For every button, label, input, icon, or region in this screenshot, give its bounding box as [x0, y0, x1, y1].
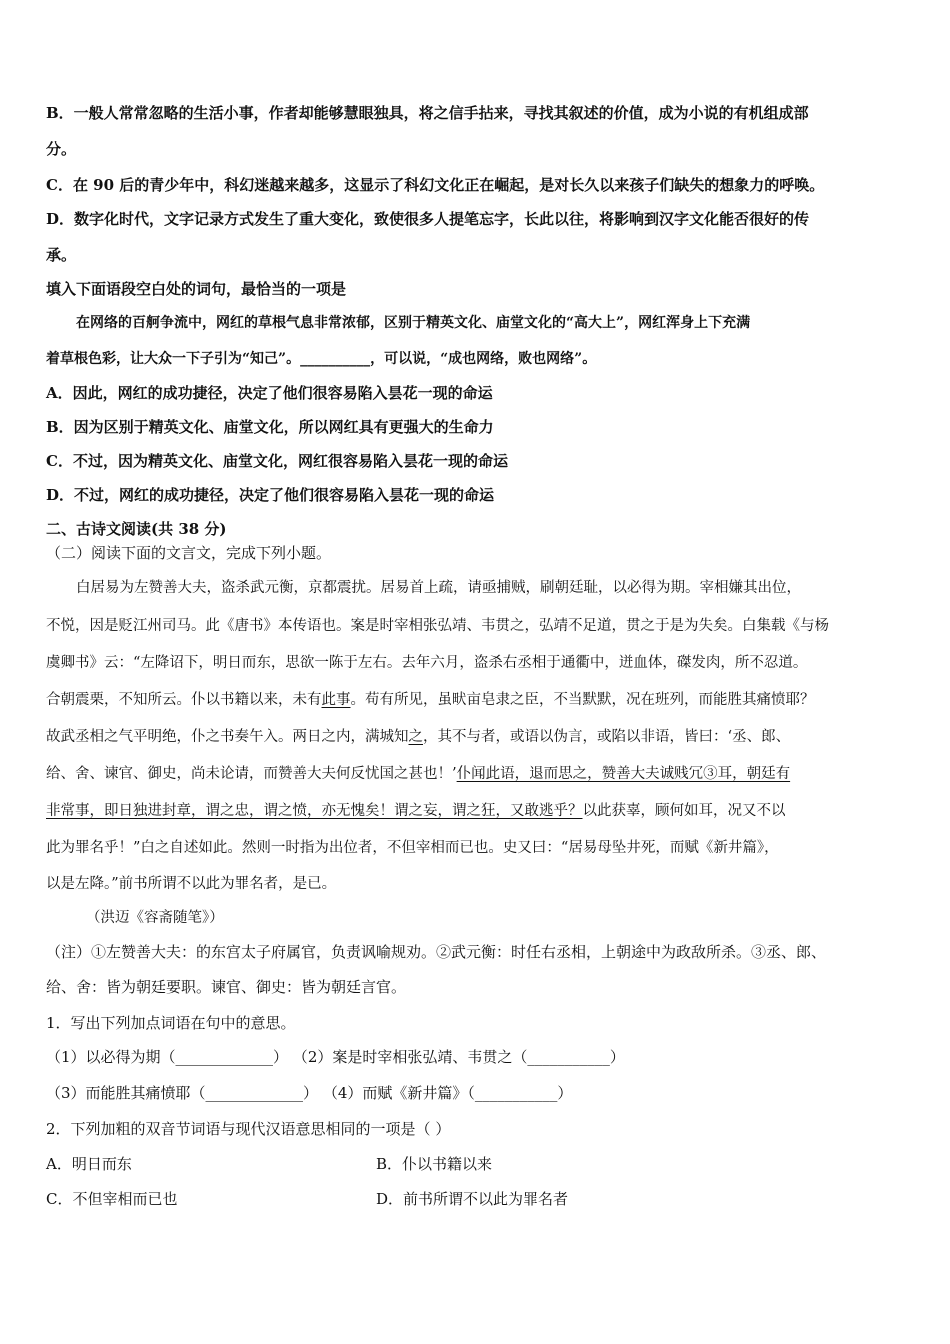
passage-line-4: [46, 688, 815, 709]
option-d-line1: D．数字化时代，文字记录方式发生了重大变化，致使很多人提笔忘字，长此以往，将影响到汉字文化能否很好的传: [46, 210, 810, 228]
fill-option-c: C．不过，因为精英文化、庙堂文化，网红很容易陷入昙花一现的命运: [46, 452, 508, 470]
underlined-phrase: 此事: [321, 692, 351, 708]
question-2-option-a: A．明日而东: [46, 1155, 132, 1173]
fill-passage-line1: 在网络的百舸争流中，网红的草根气息非常浓郁，区别于精英文化、庙堂文化的“高大上”，网红浑身上下充满: [76, 315, 751, 331]
section-subheading: （二）阅读下面的文言文，完成下列小题。: [46, 544, 332, 562]
underlined-phrase: 之: [408, 729, 423, 745]
underlined-sentence: 仆闻此语，退而思之，赞善大夫诚贱冗③耳，朝廷有: [456, 766, 791, 782]
passage-line-8: 此为罪名乎！”白之自述如此。然则一时指为出位者，不但宰相而已也。史又曰：“居易母坠井死，而赋《新井篇》，: [46, 840, 779, 856]
option-b-line2: 分。: [46, 140, 77, 158]
fill-question-prompt: 填入下面语段空白处的词句，最恰当的一项是: [46, 280, 347, 298]
question-1-title: 1．写出下列加点词语在句中的意思。: [46, 1014, 296, 1032]
passage-line-7: [46, 799, 786, 820]
note-line-1: （注）①左赞善大夫：的东宫太子府属官，负责讽喻规劝。②武元衡：时任右丞相，上朝途中为政敌所杀。③丞、郎、: [46, 943, 827, 961]
note-line-2: 给、舍：皆为朝廷要职。谏官、御史：皆为朝廷言官。: [46, 978, 407, 996]
question-2-option-b: B．仆以书籍以来: [376, 1155, 493, 1173]
passage-line-9: 以是左降。”前书所谓不以此为罪名者，是已。: [46, 876, 337, 892]
section-heading: 二、古诗文阅读(共 38 分): [46, 520, 227, 538]
fill-passage-line2: 着草根色彩，让大众一下子引为“知己”。__________，可以说，“成也网络，败也网络”。: [46, 351, 597, 367]
option-c: C．在 90 后的青少年中，科幻迷越来越多，这显示了科幻文化正在崛起，是对长久以来孩子们缺失的想象力的呼唤。: [46, 176, 825, 194]
question-2-title: 2．下列加粗的双音节词语与现代汉语意思相同的一项是（ ）: [46, 1120, 451, 1138]
passage-text: 。苟有所见，虽畎亩皂隶之臣，不当默默，况在班列，而能胜其痛愤耶？: [350, 692, 815, 708]
passage-source: （洪迈《容斋随笔》）: [86, 910, 224, 926]
question-1-row-1: （1）以必得为期（_____________） （2）案是时宰相张弘靖、韦贯之（___________）: [46, 1048, 625, 1066]
passage-text: ，其不与者，或语以伪言，或陷以非语，皆曰：‘丞、郎、: [423, 729, 791, 745]
passage-line-3: 虞卿书》云：“左降诏下，明日而东，思欲一陈于左右。去年六月，盗杀右丞相于通衢中，迸血体，磔发肉，所不忍道。: [46, 655, 808, 671]
option-b-line1: B．一般人常常忽略的生活小事，作者却能够慧眼独具，将之信手拈来，寻找其叙述的价值，成为小说的有机组成部: [46, 104, 809, 122]
fill-option-b: B．因为区别于精英文化、庙堂文化，所以网红具有更强大的生命力: [46, 418, 494, 436]
question-2-option-c: C．不但宰相而已也: [46, 1190, 178, 1208]
passage-line-6: [46, 762, 790, 783]
passage-line-5: [46, 725, 790, 746]
underlined-sentence: 非常事，即日独进封章，谓之忠，谓之愤，亦无愧矣！谓之妄，谓之狂，又敢逃乎？: [46, 803, 583, 819]
fill-option-a: A．因此，网红的成功捷径，决定了他们很容易陷入昙花一现的命运: [46, 384, 493, 402]
fill-option-d: D．不过，网红的成功捷径，决定了他们很容易陷入昙花一现的命运: [46, 486, 495, 504]
question-2-option-d: D．前书所谓不以此为罪名者: [376, 1190, 569, 1208]
passage-text: 以此获辜，顾何如耳，况又不以: [582, 803, 786, 819]
passage-line-2: 不悦，因是贬江州司马。此《唐书》本传语也。案是时宰相张弘靖、韦贯之，弘靖不足道，贯之于是为失矣。白集载《与杨: [46, 618, 829, 634]
question-1-row-2: （3）而能胜其痛愤耶（_____________） （4）而赋《新井篇》（___________）: [46, 1084, 573, 1102]
passage-line-1: 白居易为左赞善大夫，盗杀武元衡，京都震扰。居易首上疏，请亟捕贼，刷朝廷耻，以必得为期。宰相嫌其出位，: [76, 580, 801, 596]
passage-text: 合朝震栗，不知所云。仆以书籍以来，未有: [46, 692, 322, 708]
passage-text: 给、舍、谏官、御史，尚未论请，而赞善大夫何反忧国之甚也！’: [46, 766, 457, 782]
passage-text: 故武丞相之气平明绝，仆之书奏午入。两日之内，满城知: [46, 729, 409, 745]
option-d-line2: 承。: [46, 246, 77, 264]
